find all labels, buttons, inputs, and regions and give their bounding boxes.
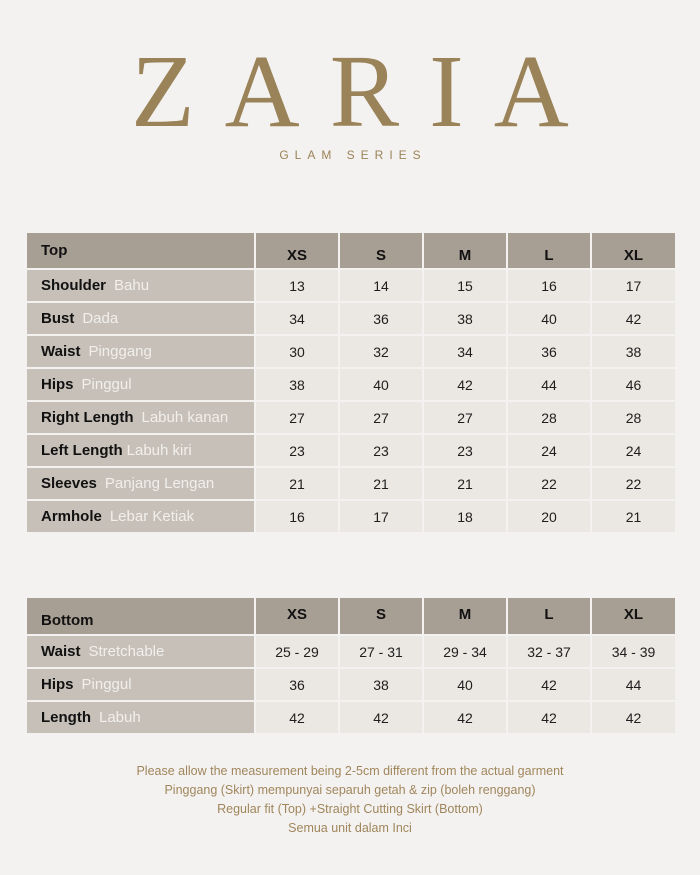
row-label	[27, 336, 254, 367]
value-cell: 44	[592, 669, 675, 700]
row-label	[27, 402, 254, 433]
value-cell: 25 - 29	[256, 636, 338, 667]
measurement-name: Sleeves	[41, 475, 97, 492]
value-cell: 46	[592, 369, 675, 400]
value-cell: 23	[256, 435, 338, 466]
table-row	[27, 303, 675, 334]
value-cell: 21	[424, 468, 506, 499]
measurement-translation: Panjang Lengan	[104, 475, 215, 492]
value-cell: 42	[340, 702, 422, 733]
measurement-translation: Bahu	[114, 277, 150, 294]
value-cell: 44	[508, 369, 590, 400]
value-cell: 22	[508, 468, 590, 499]
value-cell: 27	[340, 402, 422, 433]
table-row	[27, 702, 675, 733]
value-cell: 36	[508, 336, 590, 367]
table-row	[27, 336, 675, 367]
value-cell: 14	[340, 270, 422, 301]
measurement-translation: Labuh kiri	[126, 442, 192, 459]
value-cell: 15	[424, 270, 506, 301]
value-cell: 42	[592, 303, 675, 334]
measurement-translation: Pinggul	[81, 676, 132, 693]
top-size-table	[25, 231, 677, 534]
value-cell: 36	[340, 303, 422, 334]
value-cell: 40	[340, 369, 422, 400]
measurement-name: Armhole	[41, 508, 102, 525]
value-cell: 38	[256, 369, 338, 400]
value-cell: 27	[256, 402, 338, 433]
table-row	[27, 636, 675, 667]
size-header-xl: XL	[592, 233, 675, 268]
size-header-xs: XS	[256, 233, 338, 268]
note-fit: Regular fit (Top) +Straight Cutting Skirt (Bottom)	[217, 802, 483, 816]
value-cell: 42	[508, 669, 590, 700]
size-header-s: S	[340, 233, 422, 268]
size-header-l: L	[508, 233, 590, 268]
value-cell: 28	[592, 402, 675, 433]
measurement-translation: Pinggang	[88, 343, 152, 360]
measurement-name: Bust	[41, 310, 75, 327]
brand-logo: ZARIA	[131, 34, 599, 149]
table-row	[27, 468, 675, 499]
value-cell: 34 - 39	[592, 636, 675, 667]
measurement-name: Right Length	[41, 409, 134, 426]
measurement-translation: Labuh	[99, 709, 141, 726]
measurement-translation: Pinggul	[81, 376, 132, 393]
value-cell: 23	[340, 435, 422, 466]
value-cell: 38	[424, 303, 506, 334]
value-cell: 20	[508, 501, 590, 532]
value-cell: 24	[592, 435, 675, 466]
size-header-m: M	[424, 598, 506, 634]
row-label	[27, 669, 254, 700]
value-cell: 30	[256, 336, 338, 367]
measurement-name: Hips	[41, 676, 74, 693]
value-cell: 38	[340, 669, 422, 700]
value-cell: 34	[424, 336, 506, 367]
value-cell: 34	[256, 303, 338, 334]
row-label	[27, 369, 254, 400]
row-label	[27, 468, 254, 499]
value-cell: 17	[592, 270, 675, 301]
value-cell: 21	[256, 468, 338, 499]
value-cell: 21	[592, 501, 675, 532]
value-cell: 21	[340, 468, 422, 499]
measurement-translation: Stretchable	[88, 643, 165, 660]
series-subtitle: GLAM SERIES	[279, 148, 427, 162]
value-cell: 32	[340, 336, 422, 367]
value-cell: 24	[508, 435, 590, 466]
value-cell: 32 - 37	[508, 636, 590, 667]
row-label	[27, 303, 254, 334]
size-header-s: S	[340, 598, 422, 634]
footnotes	[0, 762, 700, 838]
measurement-name: Left Length	[41, 442, 123, 459]
table-row	[27, 369, 675, 400]
table-row	[27, 402, 675, 433]
measurement-name: Hips	[41, 376, 74, 393]
value-cell: 22	[592, 468, 675, 499]
note-units: Semua unit dalam Inci	[288, 821, 412, 835]
value-cell: 42	[508, 702, 590, 733]
value-cell: 17	[340, 501, 422, 532]
measurement-translation: Lebar Ketiak	[109, 508, 195, 525]
table-row	[27, 501, 675, 532]
size-header-xs: XS	[256, 598, 338, 634]
measurement-name: Waist	[41, 343, 81, 360]
row-label	[27, 702, 254, 733]
value-cell: 42	[256, 702, 338, 733]
bottom-table-title: Bottom	[27, 598, 254, 634]
table-row	[27, 270, 675, 301]
value-cell: 18	[424, 501, 506, 532]
size-header-m: M	[424, 233, 506, 268]
measurement-translation: Dada	[82, 310, 119, 327]
value-cell: 13	[256, 270, 338, 301]
top-table-title: Top	[27, 233, 254, 268]
value-cell: 23	[424, 435, 506, 466]
value-cell: 27 - 31	[340, 636, 422, 667]
value-cell: 36	[256, 669, 338, 700]
value-cell: 16	[508, 270, 590, 301]
value-cell: 38	[592, 336, 675, 367]
value-cell: 40	[508, 303, 590, 334]
measurement-name: Shoulder	[41, 277, 107, 294]
bottom-size-table	[25, 596, 677, 735]
row-label	[27, 501, 254, 532]
table-row	[27, 669, 675, 700]
top-header-row	[27, 233, 675, 268]
size-header-l: L	[508, 598, 590, 634]
value-cell: 40	[424, 669, 506, 700]
measurement-translation: Labuh kanan	[141, 409, 229, 426]
row-label	[27, 435, 254, 466]
row-label	[27, 270, 254, 301]
note-skirt-waist: Pinggang (Skirt) mempunyai separuh getah & zip (boleh renggang)	[164, 783, 536, 797]
value-cell: 16	[256, 501, 338, 532]
value-cell: 42	[424, 702, 506, 733]
size-header-xl: XL	[592, 598, 675, 634]
note-measurement-tolerance: Please allow the measurement being 2-5cm different from the actual garment	[136, 764, 564, 778]
value-cell: 29 - 34	[424, 636, 506, 667]
measurement-name: Length	[41, 709, 91, 726]
value-cell: 42	[592, 702, 675, 733]
measurement-name: Waist	[41, 643, 81, 660]
table-row	[27, 435, 675, 466]
row-label	[27, 636, 254, 667]
bottom-header-row	[27, 598, 675, 634]
value-cell: 42	[424, 369, 506, 400]
value-cell: 28	[508, 402, 590, 433]
value-cell: 27	[424, 402, 506, 433]
